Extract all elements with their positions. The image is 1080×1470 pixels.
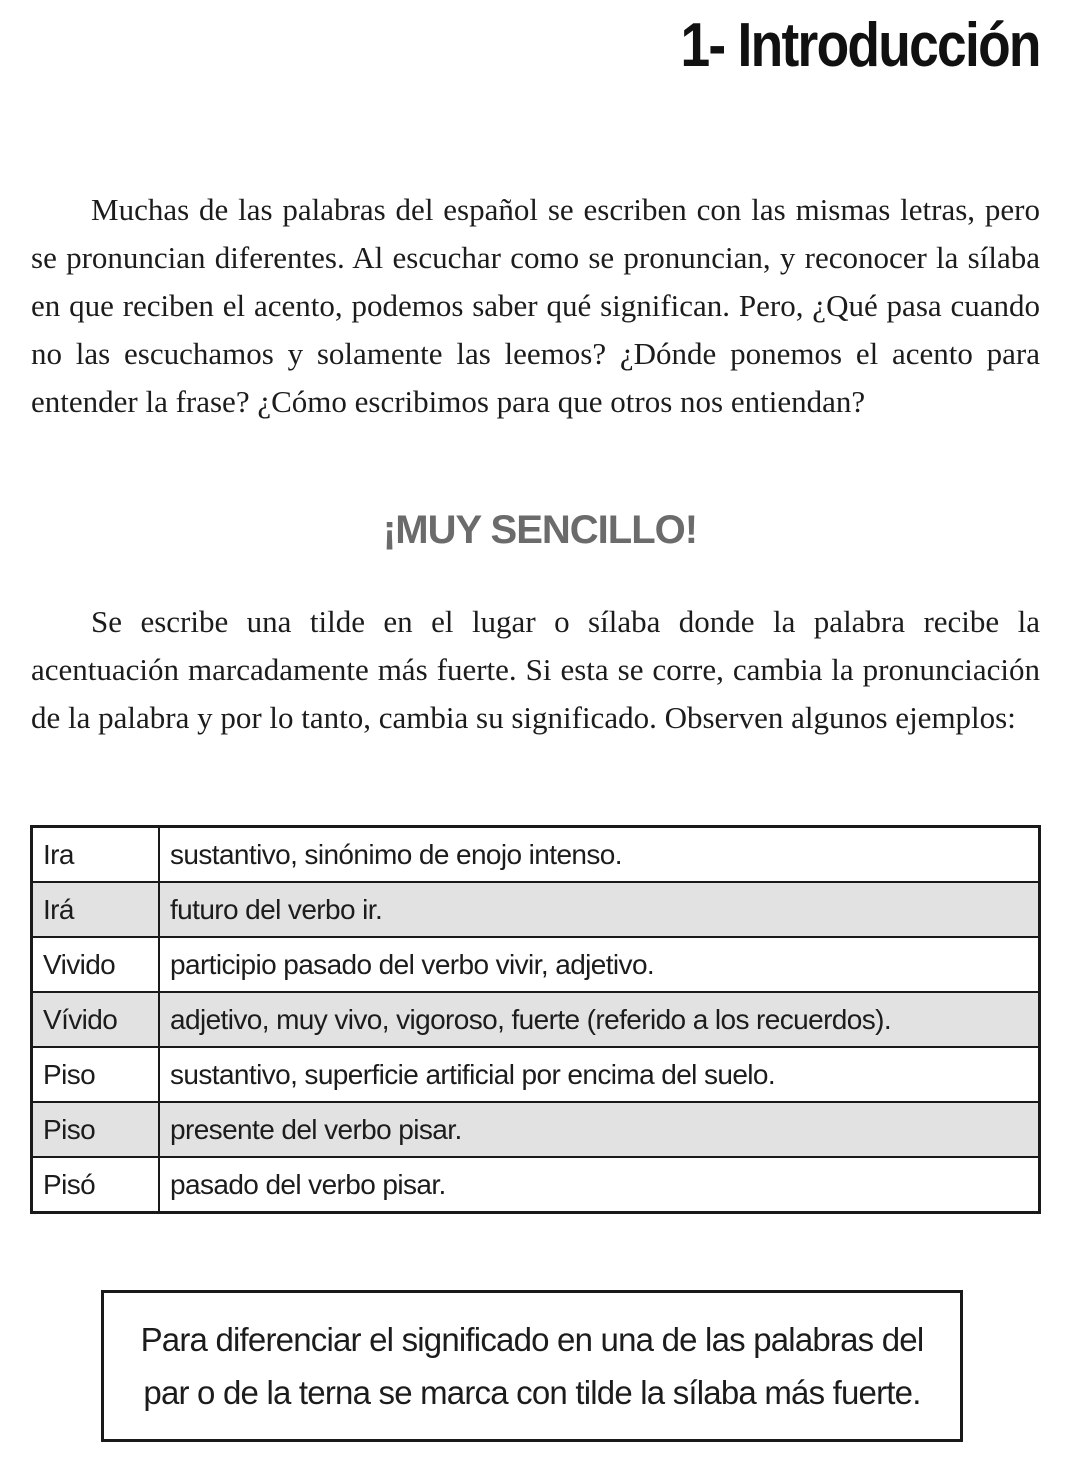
example-word: Ira [32,827,160,883]
rule-note-line-2: par o de la terna se marca con tilde la sílaba más fuerte. [143,1374,921,1411]
example-word: Piso [32,1102,160,1157]
example-meaning: adjetivo, muy vivo, vigoroso, fuerte (referido a los recuerdos). [159,992,1040,1047]
table-row [32,937,1040,992]
table-row [32,1102,1040,1157]
table-row [32,827,1040,883]
table-row [32,1157,1040,1213]
table-row [32,1047,1040,1102]
table-row [32,992,1040,1047]
rule-note-text [141,1313,924,1419]
section-subheading: ¡MUY SENCILLO! [382,508,698,552]
example-meaning: futuro del verbo ir. [159,882,1040,937]
rule-note-box [101,1290,963,1442]
intro-paragraph: Muchas de las palabras del español se escriben con las mismas letras, pero se pronuncian diferentes. Al escuchar como se pronuncian, y reconocer la sílaba en que reciben el acento, podemos saber qué significan. Pero, ¿Qué pasa cuando no las escuchamos y solamente las leemos? ¿Dónde ponemos el acento para entender la frase? ¿Cómo escribimos para que otros nos entiendan? [31,192,1040,419]
example-meaning: sustantivo, sinónimo de enojo intenso. [159,827,1040,883]
explanation-paragraph: Se escribe una tilde en el lugar o sílaba donde la palabra recibe la acentuación marcadamente más fuerte. Si esta se corre, cambia la pronunciación de la palabra y por lo tanto, cambia su significado. Observen algunos ejemplos: [31,604,1040,735]
examples-table [30,825,1041,1214]
example-meaning: presente del verbo pisar. [159,1102,1040,1157]
rule-note-line-1: Para diferenciar el significado en una de las palabras del [140,1321,924,1358]
example-word: Vivido [32,937,160,992]
example-meaning: participio pasado del verbo vivir, adjetivo. [159,937,1040,992]
example-word: Piso [32,1047,160,1102]
example-word: Irá [32,882,160,937]
example-meaning: pasado del verbo pisar. [159,1157,1040,1213]
table-row [32,882,1040,937]
example-meaning: sustantivo, superficie artificial por encima del suelo. [159,1047,1040,1102]
page-title: 1- Introducción [680,11,1040,80]
example-word: Pisó [32,1157,160,1213]
example-word: Vívido [32,992,160,1047]
